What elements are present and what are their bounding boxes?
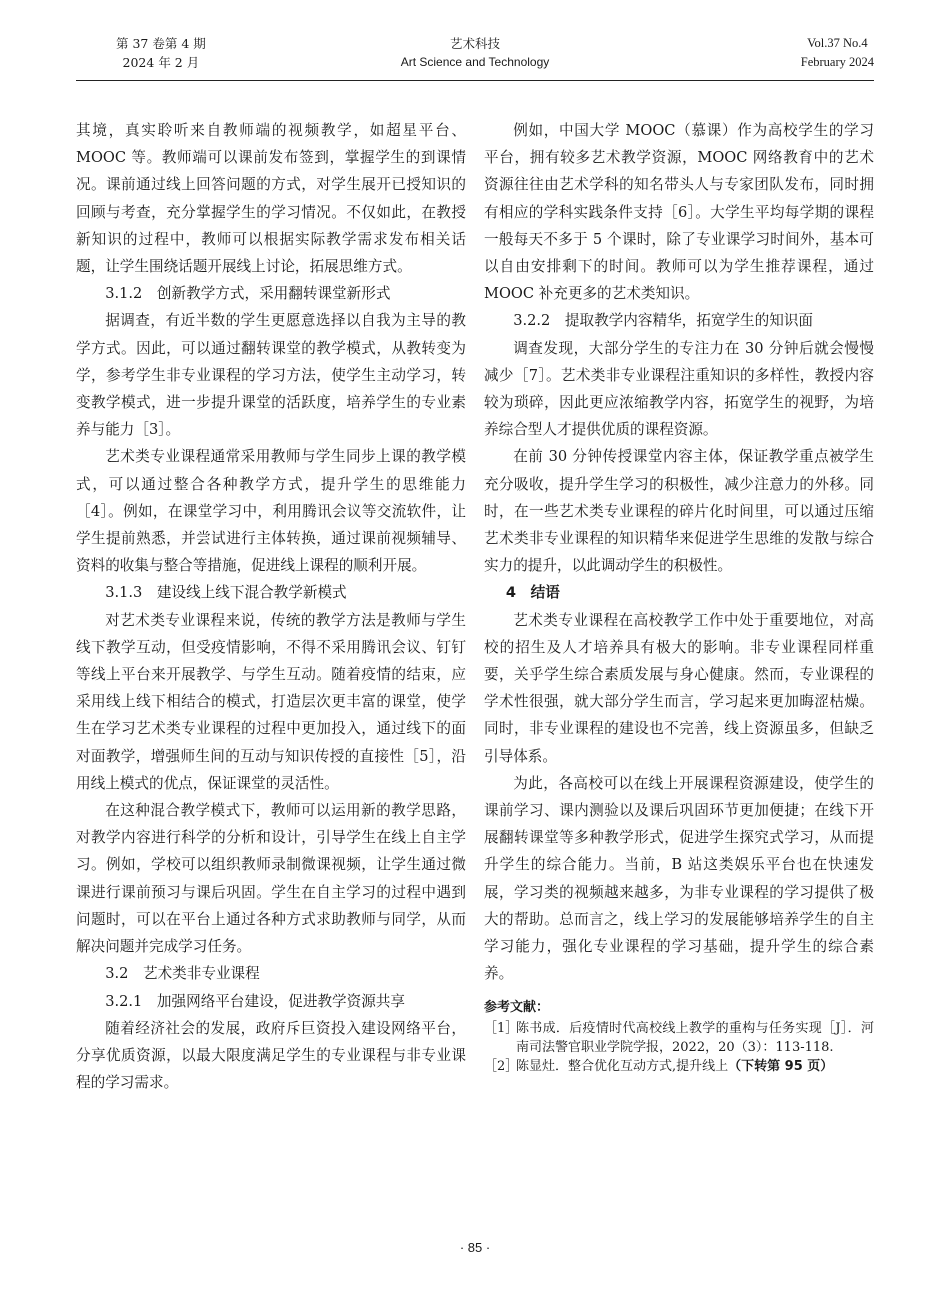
section-heading-3-2: 3.2 艺术类非专业课程 xyxy=(105,965,260,983)
continued-note: （下转第 95 页） xyxy=(728,1058,834,1074)
paragraph: 艺术类专业课程通常采用教师与学生同步上课的教学模式，可以通过整合各种教学方式，提升学生的思维能力［4］。例如，在课堂学习中，利用腾讯会议等交流软件，让学生提前熟悉，并尝试进行主体转换，通过课前视频辅导、资料的收集与整合等措施，促进线上课程的顺利开展。 xyxy=(76,448,466,575)
header-journal-en: Art Science and Technology xyxy=(400,55,550,69)
paragraph: 随着经济社会的发展，政府斥巨资投入建设网络平台，分享优质资源，以最大限度满足学生的专业课程与非专业课程的学习需求。 xyxy=(76,1019,466,1092)
paragraph: 艺术类专业课程在高校教学工作中处于重要地位，对高校的招生及人才培养具有极大的影响。非专业课程同样重要，关乎学生综合素质发展与身心健康。然而，专业课程的学术性很强，就大部分学生而言，学习起来更加晦涩枯燥。同时，非专业课程的建设也不完善，线上资源虽多，但缺乏引导体系。 xyxy=(484,611,874,765)
section-heading-3-1-3: 3.1.3 建设线上线下混合教学新模式 xyxy=(105,584,347,602)
references-title: 参考文献： xyxy=(484,999,550,1015)
header-volume-en xyxy=(801,34,874,72)
paragraph: 为此，各高校可以在线上开展课程资源建设，使学生的课前学习、课内测验以及课后巩固环节更加便捷；在线下开展翻转课堂等多种教学形式，促进学生探究式学习，从而提升学生的综合能力。当前，B 站这类娱乐平台也在快速发展，学习类的视频越来越多，为非专业课程的学习提供了极大的帮助。总而言之，线上学习的发展能够培养学生的自主学习能力，强化专业课程的学习基础，提升学生的综合素养。 xyxy=(484,774,874,983)
section-heading-3-2-2: 3.2.2 提取教学内容精华，拓宽学生的知识面 xyxy=(513,312,814,330)
reference-text-body: 陈显灶．整合优化互动方式,提升线上 xyxy=(516,1058,729,1074)
section-heading-4: 4 结语 xyxy=(505,584,560,602)
reference-item xyxy=(484,1019,874,1057)
right-column xyxy=(484,117,874,1076)
paragraph: 例如，中国大学 MOOC（慕课）作为高校学生的学习平台，拥有较多艺术教学资源，MOOC 网络教育中的艺术资源往往由艺术学科的知名带头人与专家团队发布，同时拥有相应的学科实践条件支持［6］。大学生平均每学期的课程一般每天不多于 5 个课时，除了专业课学习时间外，基本可以自由安排剩下的时间。教师可以为学生推荐课程，通过 MOOC 补充更多的艺术类知识。 xyxy=(484,122,874,303)
reference-text xyxy=(516,1057,874,1076)
paragraph: 在这种混合教学模式下，教师可以运用新的教学思路，对教学内容进行科学的分析和设计，引导学生在线上自主学习。例如，学校可以组织教师录制微课视频，让学生通过微课进行课前预习与课后巩固。学生在自主学习的过程中遇到问题时，可以在平台上通过各种方式求助教师与同学，从而解决问题并完成学习任务。 xyxy=(76,802,466,956)
references xyxy=(484,998,874,1076)
paragraph: 调查发现，大部分学生的专注力在 30 分钟后就会慢慢减少［7］。艺术类非专业课程注重知识的多样性，教授内容较为琐碎，因此更应浓缩教学内容，拓宽学生的视野，为培养综合型人才提供优质的课程资源。 xyxy=(484,339,874,439)
page-number: · 85 · xyxy=(459,1240,491,1255)
reference-item xyxy=(484,1057,874,1076)
header-vol-cn: 第 37 卷第 4 期 xyxy=(116,36,206,51)
section-heading-3-2-1: 3.2.1 加强网络平台建设，促进教学资源共享 xyxy=(105,992,406,1010)
header-date-cn: 2024 年 2 月 xyxy=(122,55,200,70)
paragraph: 据调查，有近半数的学生更愿意选择以自我为主导的教学方式。因此，可以通过翻转课堂的教学模式，从教转变为学，参考学生非专业课程的学习方法，使学生主动学习，转变教学模式，进一步提升课堂的活跃度，培养学生的专业素养与能力［3］。 xyxy=(76,312,466,439)
reference-index: ［2］ xyxy=(484,1058,519,1074)
header-date-en: February 2024 xyxy=(800,55,874,69)
header-journal-cn: 艺术科技 xyxy=(449,36,500,51)
header-journal xyxy=(76,34,874,72)
section-heading-3-1-2: 3.1.2 创新教学方式，采用翻转课堂新形式 xyxy=(105,285,391,303)
reference-text: 陈书成．后疫情时代高校线上教学的重构与任务实现［J］．河南司法警官职业学院学报，2022，20（3）：113-118. xyxy=(516,1020,874,1055)
header-vol-en: Vol.37 No.4 xyxy=(807,36,868,50)
reference-index: ［1］ xyxy=(484,1020,519,1036)
left-column xyxy=(76,117,466,1096)
paragraph: 在前 30 分钟传授课堂内容主体，保证教学重点被学生充分吸收，提升学生学习的积极性，减少注意力的外移。同时，在一些艺术类专业课程的碎片化时间里，可以通过压缩艺术类非专业课程的知识精华来促进学生思维的发散与综合实力的提升，以此调动学生的积极性。 xyxy=(484,448,874,575)
paragraph: 对艺术类专业课程来说，传统的教学方法是教师与学生线下教学互动，但受疫情影响，不得不采用腾讯会议、钉钉等线上平台来开展教学、与学生互动。随着疫情的结束，应采用线上线下相结合的模式，打造层次更丰富的课堂，使学生在学习艺术类专业课程的过程中更加投入，通过线下的面对面教学，增强师生间的互动与知识传授的直接性［5］，沿用线上模式的优点，保证课堂的灵活性。 xyxy=(76,611,466,792)
page-header xyxy=(76,34,874,81)
paragraph: 其境，真实聆听来自教师端的视频教学，如超星平台、MOOC 等。教师端可以课前发布签到，掌握学生的到课情况。课前通过线上回答问题的方式，对学生展开已授知识的回顾与考查，充分掌握学生的学习情况。不仅如此，在教授新知识的过程中，教师可以根据实际教学需求发布相关话题，让学生围绕话题开展线上讨论，拓展思维方式。 xyxy=(76,122,466,276)
